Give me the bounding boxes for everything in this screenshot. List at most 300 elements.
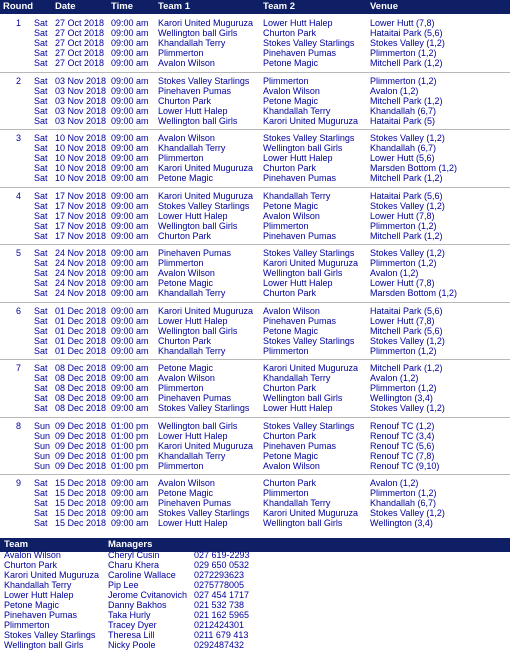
venue: Plimmerton (1,2) (370, 220, 437, 231)
game-day: Sat (34, 383, 48, 393)
team1: Lower Hutt Halep (158, 105, 228, 116)
team2: Wellington ball Girls (263, 268, 343, 278)
team2: Churton Park (263, 288, 317, 298)
game-time: 09:00 am (111, 278, 149, 288)
game-day: Sat (34, 220, 48, 231)
team2: Pinehaven Pumas (263, 440, 337, 451)
game-time: 09:00 am (111, 210, 149, 221)
game-day: Sat (34, 363, 48, 373)
header-venue: Venue (370, 1, 398, 12)
game-row (0, 431, 510, 441)
game-day: Sat (34, 278, 48, 288)
team2: Pinehaven Pumas (263, 230, 337, 241)
venue: Mitchell Park (1,2) (370, 230, 443, 241)
game-time: 09:00 am (111, 230, 149, 241)
venue: Plimmerton (1,2) (370, 488, 437, 498)
team1: Stokes Valley Starlings (158, 75, 250, 86)
team2: Avalon Wilson (263, 305, 320, 316)
team2: Wellington ball Girls (263, 393, 343, 403)
team2: Stokes Valley Starlings (263, 133, 355, 143)
game-date: 01 Dec 2018 (55, 315, 107, 326)
venue: Plimmerton (1,2) (370, 75, 437, 86)
game-row (0, 421, 510, 431)
game-row (0, 306, 510, 316)
game-row (0, 346, 510, 356)
manager-name: Charu Khera (108, 560, 160, 570)
team1: Khandallah Terry (158, 288, 226, 298)
venue: Wellington (3,4) (370, 518, 433, 528)
team2: Avalon Wilson (263, 85, 320, 96)
game-row (0, 76, 510, 86)
game-date: 08 Dec 2018 (55, 383, 107, 393)
team2: Plimmerton (263, 75, 309, 86)
manager-name: Caroline Wallace (108, 570, 176, 580)
team1: Karori United Muguruza (158, 190, 254, 201)
game-day: Sat (34, 478, 48, 488)
team1: Churton Park (158, 95, 212, 106)
team1: Karori United Muguruza (158, 18, 254, 28)
game-row (0, 363, 510, 373)
venue: Khandallah (6,7) (370, 105, 437, 116)
game-day: Sat (34, 48, 48, 58)
game-date: 24 Nov 2018 (55, 268, 107, 278)
header-team1: Team 1 (158, 1, 191, 12)
manager-row (0, 620, 510, 630)
team2: Petone Magic (263, 200, 319, 211)
manager-phone: 027 619-2293 (194, 550, 250, 560)
venue: Stokes Valley (1,2) (370, 200, 445, 211)
game-row (0, 201, 510, 211)
game-time: 09:00 am (111, 38, 149, 48)
game-row (0, 518, 510, 528)
team2: Churton Park (263, 478, 317, 488)
game-day: Sat (34, 498, 48, 508)
game-time: 09:00 am (111, 345, 149, 356)
team1: Lower Hutt Halep (158, 210, 228, 221)
game-row (0, 451, 510, 461)
header-time: Time (111, 1, 134, 12)
manager-phone: 0292487432 (194, 640, 245, 650)
game-day: Sat (34, 258, 48, 268)
game-day: Sat (34, 18, 48, 28)
game-day: Sat (34, 268, 48, 278)
game-date: 10 Nov 2018 (55, 163, 107, 173)
round-number: 8 (16, 420, 22, 431)
game-date: 15 Dec 2018 (55, 508, 107, 518)
round-number: 6 (16, 305, 22, 316)
game-date: 27 Oct 2018 (55, 18, 105, 28)
game-day: Sat (34, 85, 48, 96)
game-day: Sat (34, 153, 48, 163)
game-date: 15 Dec 2018 (55, 478, 107, 488)
game-time: 09:00 am (111, 268, 149, 278)
game-day: Sat (34, 143, 48, 153)
venue: Hataitai Park (5,6) (370, 28, 443, 38)
team1: Petone Magic (158, 278, 214, 288)
venue: Mitchell Park (1,2) (370, 95, 443, 106)
round-number: 5 (16, 248, 22, 258)
venue: Lower Hutt (7,8) (370, 210, 435, 221)
game-date: 01 Dec 2018 (55, 345, 107, 356)
game-date: 15 Dec 2018 (55, 498, 107, 508)
venue: Renouf TC (7,8) (370, 450, 435, 461)
game-time: 09:00 am (111, 335, 149, 346)
game-row (0, 58, 510, 68)
game-time: 09:00 am (111, 508, 149, 518)
game-time: 09:00 am (111, 58, 149, 68)
team1: Khandallah Terry (158, 143, 226, 153)
game-day: Sat (34, 288, 48, 298)
manager-team: Khandallah Terry (4, 580, 72, 590)
game-time: 09:00 am (111, 478, 149, 488)
game-row (0, 393, 510, 403)
game-time: 09:00 am (111, 305, 149, 316)
game-time: 09:00 am (111, 383, 149, 393)
venue: Plimmerton (1,2) (370, 345, 437, 356)
game-date: 17 Nov 2018 (55, 210, 107, 221)
round-separator (0, 302, 510, 303)
game-day: Sat (34, 163, 48, 173)
team1: Stokes Valley Starlings (158, 508, 250, 518)
game-row (0, 278, 510, 288)
game-time: 09:00 am (111, 363, 149, 373)
team1: Churton Park (158, 230, 212, 241)
game-date: 27 Oct 2018 (55, 38, 105, 48)
manager-team: Wellington ball Girls (4, 640, 84, 650)
manager-team: Petone Magic (4, 600, 60, 610)
team1: Wellington ball Girls (158, 115, 238, 126)
team2: Lower Hutt Halep (263, 403, 333, 413)
game-day: Sat (34, 58, 48, 68)
game-date: 10 Nov 2018 (55, 133, 107, 143)
game-date: 03 Nov 2018 (55, 115, 107, 126)
team1: Pinehaven Pumas (158, 393, 232, 403)
manager-team: Lower Hutt Halep (4, 590, 74, 600)
venue: Renouf TC (3,4) (370, 430, 435, 441)
venue: Khandallah (6,7) (370, 143, 437, 153)
game-row (0, 133, 510, 143)
venue: Plimmerton (1,2) (370, 258, 437, 268)
game-day: Sat (34, 403, 48, 413)
game-date: 17 Nov 2018 (55, 190, 107, 201)
game-row (0, 18, 510, 28)
team2: Khandallah Terry (263, 190, 331, 201)
team1: Avalon Wilson (158, 133, 215, 143)
team2: Khandallah Terry (263, 105, 331, 116)
game-day: Sat (34, 393, 48, 403)
header-round: Round (3, 1, 34, 12)
team1: Pinehaven Pumas (158, 498, 232, 508)
team1: Wellington ball Girls (158, 325, 238, 336)
venue: Renouf TC (9,10) (370, 460, 440, 471)
game-row (0, 383, 510, 393)
round-number: 2 (16, 75, 22, 86)
game-date: 09 Dec 2018 (55, 450, 107, 461)
manager-team: Churton Park (4, 560, 58, 570)
venue: Mitchell Park (1,2) (370, 58, 443, 68)
manager-row (0, 640, 510, 650)
venue: Renouf TC (1,2) (370, 420, 435, 431)
team1: Plimmerton (158, 153, 204, 163)
game-row (0, 288, 510, 298)
manager-team: Pinehaven Pumas (4, 610, 78, 620)
team1: Plimmerton (158, 460, 204, 471)
game-row (0, 143, 510, 153)
game-date: 03 Nov 2018 (55, 75, 107, 86)
round-number: 7 (16, 363, 22, 373)
team2: Plimmerton (263, 220, 309, 231)
game-day: Sat (34, 335, 48, 346)
game-date: 08 Dec 2018 (55, 403, 107, 413)
venue: Khandallah (6,7) (370, 498, 437, 508)
team2: Churton Park (263, 383, 317, 393)
round-number: 1 (16, 18, 22, 28)
venue: Stokes Valley (1,2) (370, 133, 445, 143)
game-date: 10 Nov 2018 (55, 173, 107, 183)
game-row (0, 403, 510, 413)
game-row (0, 28, 510, 38)
game-date: 03 Nov 2018 (55, 85, 107, 96)
manager-phone: 0272293623 (194, 570, 245, 580)
game-time: 09:00 am (111, 18, 149, 28)
team1: Karori United Muguruza (158, 163, 254, 173)
game-date: 27 Oct 2018 (55, 28, 105, 38)
team1: Stokes Valley Starlings (158, 200, 250, 211)
team1: Wellington ball Girls (158, 220, 238, 231)
game-date: 09 Dec 2018 (55, 460, 107, 471)
team1: Petone Magic (158, 173, 214, 183)
team2: Lower Hutt Halep (263, 153, 333, 163)
game-date: 17 Nov 2018 (55, 200, 107, 211)
game-day: Sat (34, 325, 48, 336)
header-team2: Team 2 (263, 1, 296, 12)
game-date: 08 Dec 2018 (55, 363, 107, 373)
team2: Stokes Valley Starlings (263, 420, 355, 431)
game-date: 17 Nov 2018 (55, 230, 107, 241)
game-time: 01:00 pm (111, 460, 149, 471)
venue: Hataitai Park (5,6) (370, 305, 443, 316)
team2: Churton Park (263, 163, 317, 173)
game-time: 09:00 am (111, 288, 149, 298)
venue: Stokes Valley (1,2) (370, 335, 445, 346)
team1: Plimmerton (158, 48, 204, 58)
game-date: 10 Nov 2018 (55, 143, 107, 153)
game-row (0, 478, 510, 488)
game-date: 01 Dec 2018 (55, 325, 107, 336)
manager-name: Danny Bakhos (108, 600, 167, 610)
game-time: 09:00 am (111, 315, 149, 326)
venue: Mitchell Park (1,2) (370, 173, 443, 183)
venue: Avalon (1,2) (370, 373, 419, 383)
team2: Avalon Wilson (263, 210, 320, 221)
manager-row (0, 600, 510, 610)
round-number: 9 (16, 478, 22, 488)
game-day: Sat (34, 95, 48, 106)
manager-team: Plimmerton (4, 620, 50, 630)
round-separator (0, 359, 510, 360)
game-row (0, 116, 510, 126)
team2: Lower Hutt Halep (263, 278, 333, 288)
manager-name: Tracey Dyer (108, 620, 157, 630)
team2: Karori United Muguruza (263, 363, 359, 373)
game-time: 09:00 am (111, 393, 149, 403)
team1: Wellington ball Girls (158, 420, 238, 431)
game-time: 09:00 am (111, 488, 149, 498)
manager-team: Avalon Wilson (4, 550, 61, 560)
venue: Stokes Valley (1,2) (370, 248, 445, 258)
round-separator (0, 474, 510, 475)
game-date: 03 Nov 2018 (55, 95, 107, 106)
game-time: 09:00 am (111, 190, 149, 201)
team1: Pinehaven Pumas (158, 85, 232, 96)
team2: Petone Magic (263, 325, 319, 336)
game-time: 09:00 am (111, 173, 149, 183)
game-day: Sat (34, 173, 48, 183)
game-time: 09:00 am (111, 258, 149, 268)
team2: Pinehaven Pumas (263, 48, 337, 58)
game-time: 09:00 am (111, 498, 149, 508)
venue: Marsden Bottom (1,2) (370, 163, 458, 173)
game-row (0, 316, 510, 326)
manager-row (0, 580, 510, 590)
game-date: 09 Dec 2018 (55, 440, 107, 451)
team2: Avalon Wilson (263, 460, 320, 471)
team2: Stokes Valley Starlings (263, 335, 355, 346)
team2: Churton Park (263, 28, 317, 38)
team2: Karori United Muguruza (263, 115, 359, 126)
game-date: 01 Dec 2018 (55, 305, 107, 316)
game-time: 09:00 am (111, 28, 149, 38)
game-date: 09 Dec 2018 (55, 430, 107, 441)
game-row (0, 498, 510, 508)
game-date: 24 Nov 2018 (55, 258, 107, 268)
game-time: 09:00 am (111, 85, 149, 96)
game-row (0, 268, 510, 278)
team2: Petone Magic (263, 95, 319, 106)
team1: Avalon Wilson (158, 268, 215, 278)
game-row (0, 508, 510, 518)
venue: Renouf TC (5,6) (370, 440, 435, 451)
game-day: Sun (34, 420, 51, 431)
game-day: Sat (34, 200, 48, 211)
manager-phone: 029 650 0532 (194, 560, 250, 570)
team2: Pinehaven Pumas (263, 315, 337, 326)
game-day: Sat (34, 305, 48, 316)
game-row (0, 441, 510, 451)
game-time: 09:00 am (111, 75, 149, 86)
manager-phone: 021 532 738 (194, 600, 245, 610)
game-row (0, 488, 510, 498)
game-day: Sat (34, 488, 48, 498)
game-row (0, 211, 510, 221)
game-day: Sat (34, 508, 48, 518)
game-day: Sat (34, 210, 48, 221)
game-date: 10 Nov 2018 (55, 153, 107, 163)
game-row (0, 38, 510, 48)
game-date: 08 Dec 2018 (55, 393, 107, 403)
venue: Lower Hutt (5,6) (370, 153, 435, 163)
team1: Churton Park (158, 335, 212, 346)
venue: Lower Hutt (7,8) (370, 18, 435, 28)
team2: Stokes Valley Starlings (263, 248, 355, 258)
game-date: 27 Oct 2018 (55, 48, 105, 58)
manager-phone: 0211 679 413 (194, 630, 249, 640)
manager-name: Theresa Lill (108, 630, 155, 640)
manager-name: Cheryl Cusin (108, 550, 160, 560)
game-day: Sat (34, 373, 48, 383)
team1: Lower Hutt Halep (158, 315, 228, 326)
game-date: 01 Dec 2018 (55, 335, 107, 346)
venue: Stokes Valley (1,2) (370, 403, 445, 413)
game-row (0, 326, 510, 336)
game-day: Sat (34, 105, 48, 116)
game-row (0, 173, 510, 183)
game-time: 09:00 am (111, 163, 149, 173)
venue: Avalon (1,2) (370, 85, 419, 96)
game-day: Sat (34, 38, 48, 48)
game-row (0, 48, 510, 58)
team2: Wellington ball Girls (263, 143, 343, 153)
team1: Khandallah Terry (158, 38, 226, 48)
game-date: 17 Nov 2018 (55, 220, 107, 231)
game-date: 24 Nov 2018 (55, 278, 107, 288)
team1: Wellington ball Girls (158, 28, 238, 38)
game-day: Sat (34, 248, 48, 258)
header-managers: Managers (108, 539, 153, 550)
team1: Lower Hutt Halep (158, 518, 228, 528)
game-row (0, 373, 510, 383)
game-time: 09:00 am (111, 133, 149, 143)
round-separator (0, 417, 510, 418)
game-date: 24 Nov 2018 (55, 248, 107, 258)
round-separator (0, 244, 510, 245)
team2: Karori United Muguruza (263, 258, 359, 268)
manager-row (0, 560, 510, 570)
game-time: 09:00 am (111, 95, 149, 106)
game-row (0, 106, 510, 116)
game-date: 27 Oct 2018 (55, 58, 105, 68)
team2: Churton Park (263, 430, 317, 441)
game-day: Sat (34, 28, 48, 38)
venue: Avalon (1,2) (370, 268, 419, 278)
game-time: 09:00 am (111, 153, 149, 163)
team1: Stokes Valley Starlings (158, 403, 250, 413)
game-time: 01:00 pm (111, 430, 149, 441)
game-day: Sun (34, 450, 51, 461)
team2: Karori United Muguruza (263, 508, 359, 518)
manager-phone: 021 162 5965 (194, 610, 250, 620)
game-time: 01:00 pm (111, 420, 149, 431)
game-day: Sat (34, 133, 48, 143)
game-date: 09 Dec 2018 (55, 420, 107, 431)
team2: Petone Magic (263, 58, 319, 68)
game-day: Sat (34, 345, 48, 356)
game-date: 15 Dec 2018 (55, 488, 107, 498)
game-row (0, 461, 510, 471)
venue: Lower Hutt (7,8) (370, 278, 435, 288)
team1: Plimmerton (158, 383, 204, 393)
team1: Petone Magic (158, 363, 214, 373)
team2: Lower Hutt Halep (263, 18, 333, 28)
venue: Plimmerton (1,2) (370, 383, 437, 393)
round-number: 3 (16, 133, 22, 143)
team2: Plimmerton (263, 345, 309, 356)
game-row (0, 86, 510, 96)
venue: Plimmerton (1,2) (370, 48, 437, 58)
team1: Khandallah Terry (158, 450, 226, 461)
manager-name: Jerome Cvitanovich (108, 590, 188, 600)
venue: Lower Hutt (7,8) (370, 315, 435, 326)
